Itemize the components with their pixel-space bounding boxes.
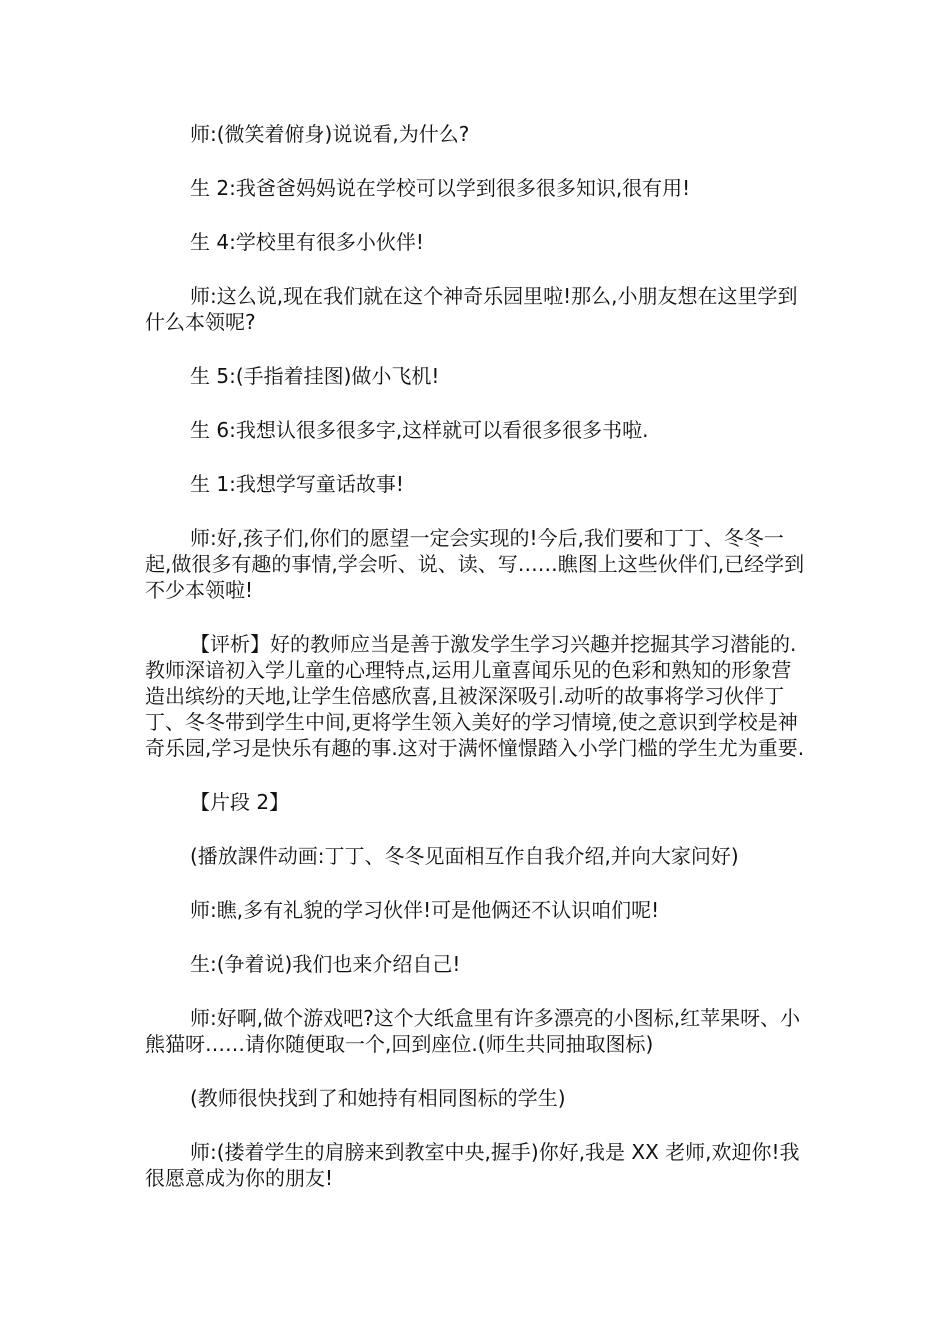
document-body	[145, 121, 810, 1219]
paragraph-teacher-greets: 师:(搂着学生的肩膀来到教室中央,握手)你好,我是 XX 老师,欢迎你!我很愿意成为你的朋友!	[145, 1140, 800, 1190]
paragraph-teacher-finds-student: (教师很快找到了和她持有相同图标的学生)	[190, 1086, 566, 1110]
paragraph-teacher-game: 师:好啊,做个游戏吧?这个大纸盒里有许多漂亮的小图标,红苹果呀、小熊猫呀……请你随便取一个,回到座位.(师生共同抽取图标)	[145, 1006, 801, 1056]
paragraph-student-5: 生 5:(手指着挂图)做小飞机!	[190, 364, 440, 388]
paragraph-commentary: 【评析】好的教师应当是善于激发学生学习兴趣并挖掘其学习潜能的.教师深谙初入学儿童的心理特点,运用儿童喜闻乐见的色彩和熟知的形象营造出缤纷的天地,让学生倍感欣喜,且被深深吸引.动听的故事将学习伙伴丁丁、冬冬带到学生中间,更将学生领入美好的学习情境,使之意识到学校是神奇乐园,学习是快乐有趣的事.这对于满怀憧憬踏入小学门槛的学生尤为重要.	[145, 632, 805, 760]
paragraph-student-4: 生 4:学校里有很多小伙伴!	[190, 230, 424, 254]
paragraph-teacher-wishes: 师:好,孩子们,你们的愿望一定会实现的!今后,我们要和丁丁、冬冬一起,做很多有趣的事情,学会听、说、读、写……瞧图上这些伙伴们,已经学到不少本领啦!	[145, 526, 805, 602]
paragraph-teacher-magic-park: 师:这么说,现在我们就在这个神奇乐园里啦!那么,小朋友想在这里学到什么本领呢?	[145, 284, 798, 334]
paragraph-student-2: 生 2:我爸爸妈妈说在学校可以学到很多很多知识,很有用!	[190, 176, 691, 200]
paragraph-student-1: 生 1:我想学写童话故事!	[190, 472, 404, 496]
paragraph-students-introduce: 生:(争着说)我们也来介绍自己!	[190, 952, 461, 976]
paragraph-student-6: 生 6:我想认很多很多字,这样就可以看很多很多书啦.	[190, 418, 649, 442]
section-heading-fragment-2: 【片段 2】	[190, 790, 290, 814]
paragraph-animation-note: (播放課件动画:丁丁、冬冬见面相互作自我介绍,并向大家问好)	[190, 844, 739, 868]
paragraph-teacher-asks-why: 师:(微笑着俯身)说说看,为什么?	[190, 122, 470, 146]
paragraph-teacher-polite-partners: 师:瞧,多有礼貌的学习伙伴!可是他俩还不认识咱们呢!	[190, 898, 660, 922]
